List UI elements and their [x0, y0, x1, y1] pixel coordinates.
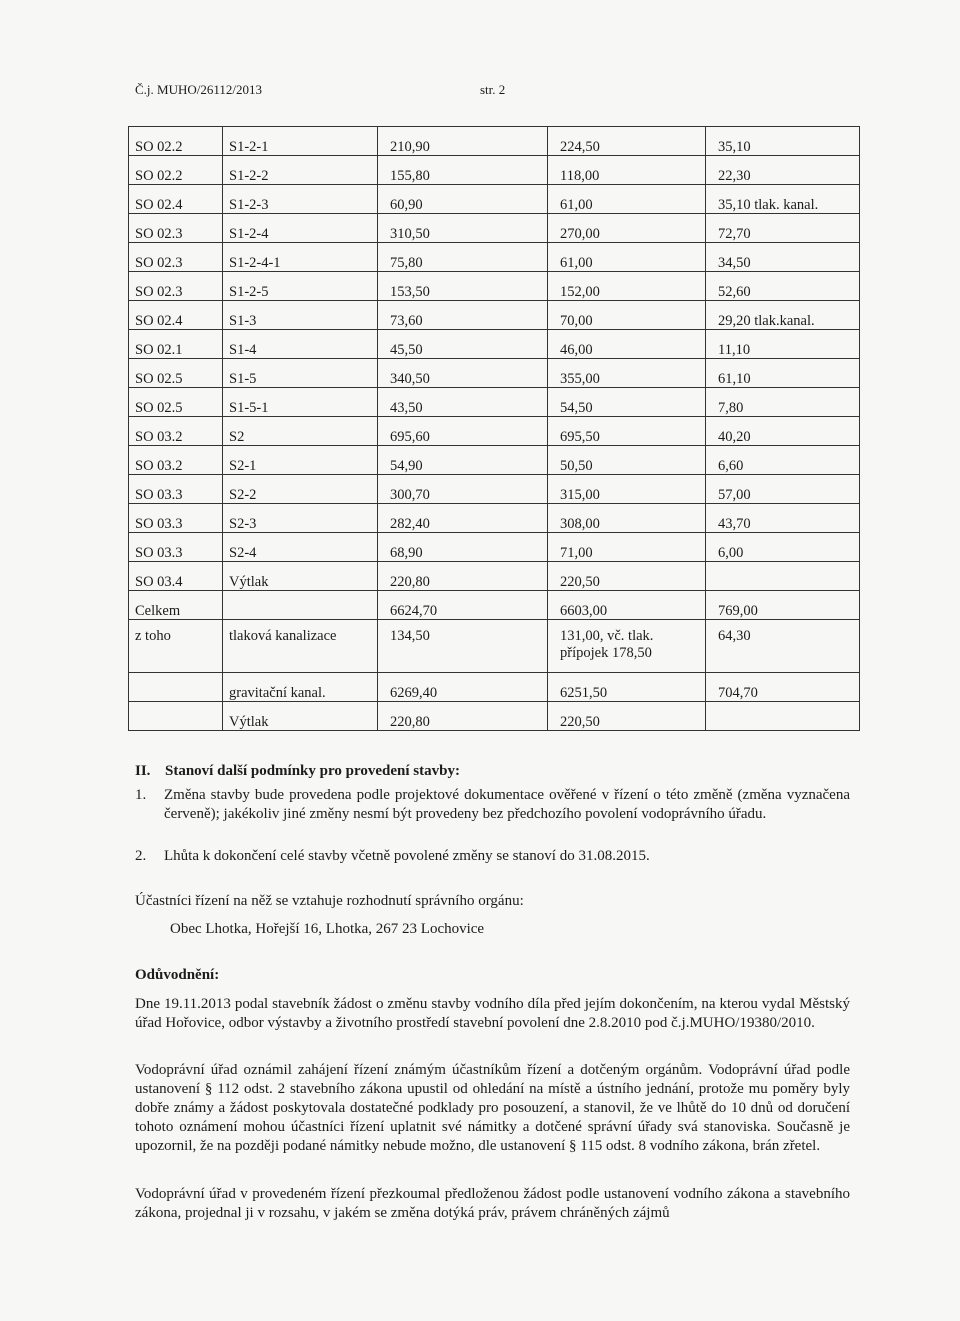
length-diff-cell — [706, 702, 860, 731]
section-code-cell: S1-5 — [223, 359, 378, 388]
reasoning-paragraph-2: Vodoprávní úřad oznámil zahájení řízení známým účastníkům řízení a dotčeným orgánům. Vodoprávní úřad podle ustanovení § 112 odst. 2 stavebního zákona upustil od ohledání na místě a ústního jednání, protože mu poměry byly dobře známy a žádost poskytovala dostatečné podklady pro posouzení, a stanovil, že ve lhůtě do 10 dnů od doručení tohoto oznámení mohou účastníci řízení uplatnit své námitky a dotčené správní úřady svá stanoviska. Současně je upozornil, že na později podané námitky nebude možno, dle ustanovení § 115 odst. 8 vodního zákona, brán zřetel. — [135, 1062, 850, 1154]
table-row — [129, 475, 860, 504]
condition-item-2 — [135, 847, 850, 866]
page-number: str. 2 — [480, 82, 506, 97]
object-code-cell: SO 03.4 — [129, 562, 223, 591]
length-diff-cell: 6,00 — [706, 533, 860, 562]
length-original-cell: 695,60 — [378, 417, 548, 446]
length-diff-cell: 43,70 — [706, 504, 860, 533]
item-text: Změna stavby bude provedena podle projektové dokumentace ověřené v řízení o této změně (změna vyznačena červeně); jakékoliv jiné změny nesmí být provedeny bez předchozího povolení vodoprávního úřadu. — [164, 787, 850, 822]
table-row — [129, 127, 860, 156]
participants-label: Účastníci řízení na něž se vztahuje rozhodnutí správního orgánu: — [135, 893, 524, 909]
item-text: Lhůta k dokončení celé stavby včetně povolené změny se stanoví do 31.08.2015. — [164, 848, 650, 864]
length-original-cell: 210,90 — [378, 127, 548, 156]
table-row — [129, 359, 860, 388]
section-ii-title — [135, 762, 850, 781]
length-changed-cell: 224,50 — [548, 127, 706, 156]
table-row — [129, 185, 860, 214]
length-diff-cell: 22,30 — [706, 156, 860, 185]
reasoning-paragraph-1: Dne 19.11.2013 podal stavebník žádost o změnu stavby vodního díla před jejím dokončením, na kterou vydal Městský úřad Hořovice, odbor výstavby a životního prostředí stavební povolení dne 2.8.2010 pod č.j.MUHO/19380/2010. — [135, 996, 850, 1031]
length-diff-cell: 35,10 — [706, 127, 860, 156]
section-code-cell: S2-4 — [223, 533, 378, 562]
section-number: II. — [135, 763, 151, 779]
length-changed-cell: 695,50 — [548, 417, 706, 446]
length-changed-cell: 131,00, vč. tlak. přípojek 178,50 — [548, 620, 706, 673]
length-original-cell: 54,90 — [378, 446, 548, 475]
table-body — [129, 127, 860, 731]
section-code-cell — [223, 591, 378, 620]
condition-item-1 — [135, 786, 850, 824]
pipeline-table — [128, 126, 860, 731]
object-code-cell: SO 02.1 — [129, 330, 223, 359]
length-changed-cell: 54,50 — [548, 388, 706, 417]
section-code-cell: S1-5-1 — [223, 388, 378, 417]
length-changed-cell: 220,50 — [548, 702, 706, 731]
length-diff-cell: 6,60 — [706, 446, 860, 475]
length-changed-cell: 6251,50 — [548, 673, 706, 702]
length-diff-cell: 57,00 — [706, 475, 860, 504]
table-row — [129, 533, 860, 562]
length-original-cell: 153,50 — [378, 272, 548, 301]
object-code-cell: z toho — [129, 620, 223, 673]
length-original-cell: 300,70 — [378, 475, 548, 504]
object-code-cell: SO 02.4 — [129, 185, 223, 214]
length-changed-cell: 61,00 — [548, 185, 706, 214]
table-row — [129, 591, 860, 620]
table-row — [129, 243, 860, 272]
length-original-cell: 6269,40 — [378, 673, 548, 702]
length-diff-cell: 52,60 — [706, 272, 860, 301]
length-original-cell: 282,40 — [378, 504, 548, 533]
section-code-cell: S2 — [223, 417, 378, 446]
section-title-text: Stanoví další podmínky pro provedení stavby: — [165, 763, 460, 779]
length-diff-cell: 35,10 tlak. kanal. — [706, 185, 860, 214]
section-code-cell: tlaková kanalizace — [223, 620, 378, 673]
length-changed-cell: 70,00 — [548, 301, 706, 330]
section-code-cell: Výtlak — [223, 702, 378, 731]
table-row — [129, 620, 860, 673]
length-diff-cell: 64,30 — [706, 620, 860, 673]
object-code-cell — [129, 673, 223, 702]
length-changed-cell: 71,00 — [548, 533, 706, 562]
length-changed-cell: 220,50 — [548, 562, 706, 591]
length-changed-cell: 270,00 — [548, 214, 706, 243]
item-number: 2. — [135, 848, 147, 864]
length-original-cell: 45,50 — [378, 330, 548, 359]
table-row — [129, 214, 860, 243]
section-code-cell: S1-2-4-1 — [223, 243, 378, 272]
object-code-cell — [129, 702, 223, 731]
table-row — [129, 272, 860, 301]
object-code-cell: SO 02.5 — [129, 359, 223, 388]
table-row — [129, 702, 860, 731]
length-original-cell: 220,80 — [378, 562, 548, 591]
length-original-cell: 60,90 — [378, 185, 548, 214]
length-original-cell: 68,90 — [378, 533, 548, 562]
section-code-cell: Výtlak — [223, 562, 378, 591]
length-diff-cell: 7,80 — [706, 388, 860, 417]
reasoning-paragraph-3: Vodoprávní úřad v provedeném řízení přezkoumal předloženou žádost podle ustanovení vodního zákona a stavebního zákona, projednal ji v rozsahu, v jakém se změna dotýká práv, právem chráněných zájmů — [135, 1186, 850, 1221]
length-diff-cell — [706, 562, 860, 591]
object-code-cell: SO 02.2 — [129, 127, 223, 156]
length-changed-cell: 152,00 — [548, 272, 706, 301]
section-code-cell: gravitační kanal. — [223, 673, 378, 702]
table-row — [129, 504, 860, 533]
length-changed-cell: 46,00 — [548, 330, 706, 359]
section-code-cell: S1-2-5 — [223, 272, 378, 301]
length-original-cell: 43,50 — [378, 388, 548, 417]
object-code-cell: Celkem — [129, 591, 223, 620]
section-code-cell: S2-1 — [223, 446, 378, 475]
length-original-cell: 6624,70 — [378, 591, 548, 620]
length-original-cell: 134,50 — [378, 620, 548, 673]
length-changed-cell: 50,50 — [548, 446, 706, 475]
table-row — [129, 562, 860, 591]
length-original-cell: 340,50 — [378, 359, 548, 388]
length-changed-cell: 6603,00 — [548, 591, 706, 620]
table-row — [129, 446, 860, 475]
length-changed-cell: 61,00 — [548, 243, 706, 272]
length-diff-cell: 34,50 — [706, 243, 860, 272]
object-code-cell: SO 03.2 — [129, 446, 223, 475]
length-changed-cell: 308,00 — [548, 504, 706, 533]
section-code-cell: S1-2-4 — [223, 214, 378, 243]
table-row — [129, 388, 860, 417]
length-original-cell: 220,80 — [378, 702, 548, 731]
length-changed-cell: 315,00 — [548, 475, 706, 504]
section-code-cell: S1-2-2 — [223, 156, 378, 185]
object-code-cell: SO 02.2 — [129, 156, 223, 185]
table-row — [129, 301, 860, 330]
object-code-cell: SO 02.3 — [129, 214, 223, 243]
section-code-cell: S1-4 — [223, 330, 378, 359]
section-code-cell: S1-2-3 — [223, 185, 378, 214]
length-original-cell: 75,80 — [378, 243, 548, 272]
object-code-cell: SO 02.3 — [129, 243, 223, 272]
object-code-cell: SO 02.4 — [129, 301, 223, 330]
table-row — [129, 156, 860, 185]
length-changed-cell: 355,00 — [548, 359, 706, 388]
object-code-cell: SO 03.3 — [129, 475, 223, 504]
reasoning-heading: Odůvodnění: — [135, 967, 220, 983]
table-row — [129, 673, 860, 702]
object-code-cell: SO 03.3 — [129, 504, 223, 533]
length-changed-cell: 118,00 — [548, 156, 706, 185]
length-diff-cell: 769,00 — [706, 591, 860, 620]
length-original-cell: 310,50 — [378, 214, 548, 243]
section-code-cell: S1-3 — [223, 301, 378, 330]
length-diff-cell: 11,10 — [706, 330, 860, 359]
length-original-cell: 155,80 — [378, 156, 548, 185]
length-diff-cell: 40,20 — [706, 417, 860, 446]
object-code-cell: SO 03.3 — [129, 533, 223, 562]
reference-number: Č.j. MUHO/26112/2013 — [135, 82, 262, 97]
table-row — [129, 330, 860, 359]
object-code-cell: SO 02.5 — [129, 388, 223, 417]
length-diff-cell: 72,70 — [706, 214, 860, 243]
section-code-cell: S1-2-1 — [223, 127, 378, 156]
table-row — [129, 417, 860, 446]
length-diff-cell: 704,70 — [706, 673, 860, 702]
object-code-cell: SO 03.2 — [129, 417, 223, 446]
length-diff-cell: 61,10 — [706, 359, 860, 388]
object-code-cell: SO 02.3 — [129, 272, 223, 301]
item-number: 1. — [135, 787, 147, 803]
length-original-cell: 73,60 — [378, 301, 548, 330]
participant-entry: Obec Lhotka, Hořejší 16, Lhotka, 267 23 Lochovice — [170, 921, 485, 937]
section-code-cell: S2-3 — [223, 504, 378, 533]
section-code-cell: S2-2 — [223, 475, 378, 504]
length-diff-cell: 29,20 tlak.kanal. — [706, 301, 860, 330]
